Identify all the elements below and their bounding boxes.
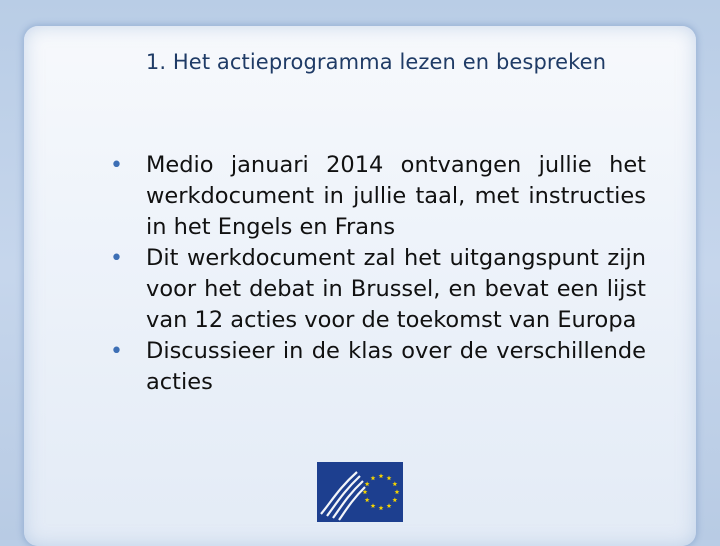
- bullet-list: [110, 150, 646, 398]
- eesc-eu-logo-icon: [317, 462, 403, 522]
- bullet-text: Medio januari 2014 ontvangen jullie het werkdocument in jullie taal, met instructies in het Engels en Frans: [146, 152, 646, 240]
- bullet-dot-icon: •: [110, 339, 123, 364]
- bullet-item: [110, 336, 646, 398]
- bullet-text: Discussieer in de klas over de verschillende acties: [146, 338, 646, 395]
- bullet-item: [110, 150, 646, 243]
- bullet-dot-icon: •: [110, 153, 123, 178]
- slide-title: 1. Het actieprogramma lezen en bespreken: [145, 50, 607, 74]
- bullet-dot-icon: •: [110, 246, 123, 271]
- bullet-text: Dit werkdocument zal het uitgangspunt zijn voor het debat in Brussel, en bevat een lijst van 12 acties voor de toekomst van Europa: [146, 245, 646, 333]
- bullet-item: [110, 243, 646, 336]
